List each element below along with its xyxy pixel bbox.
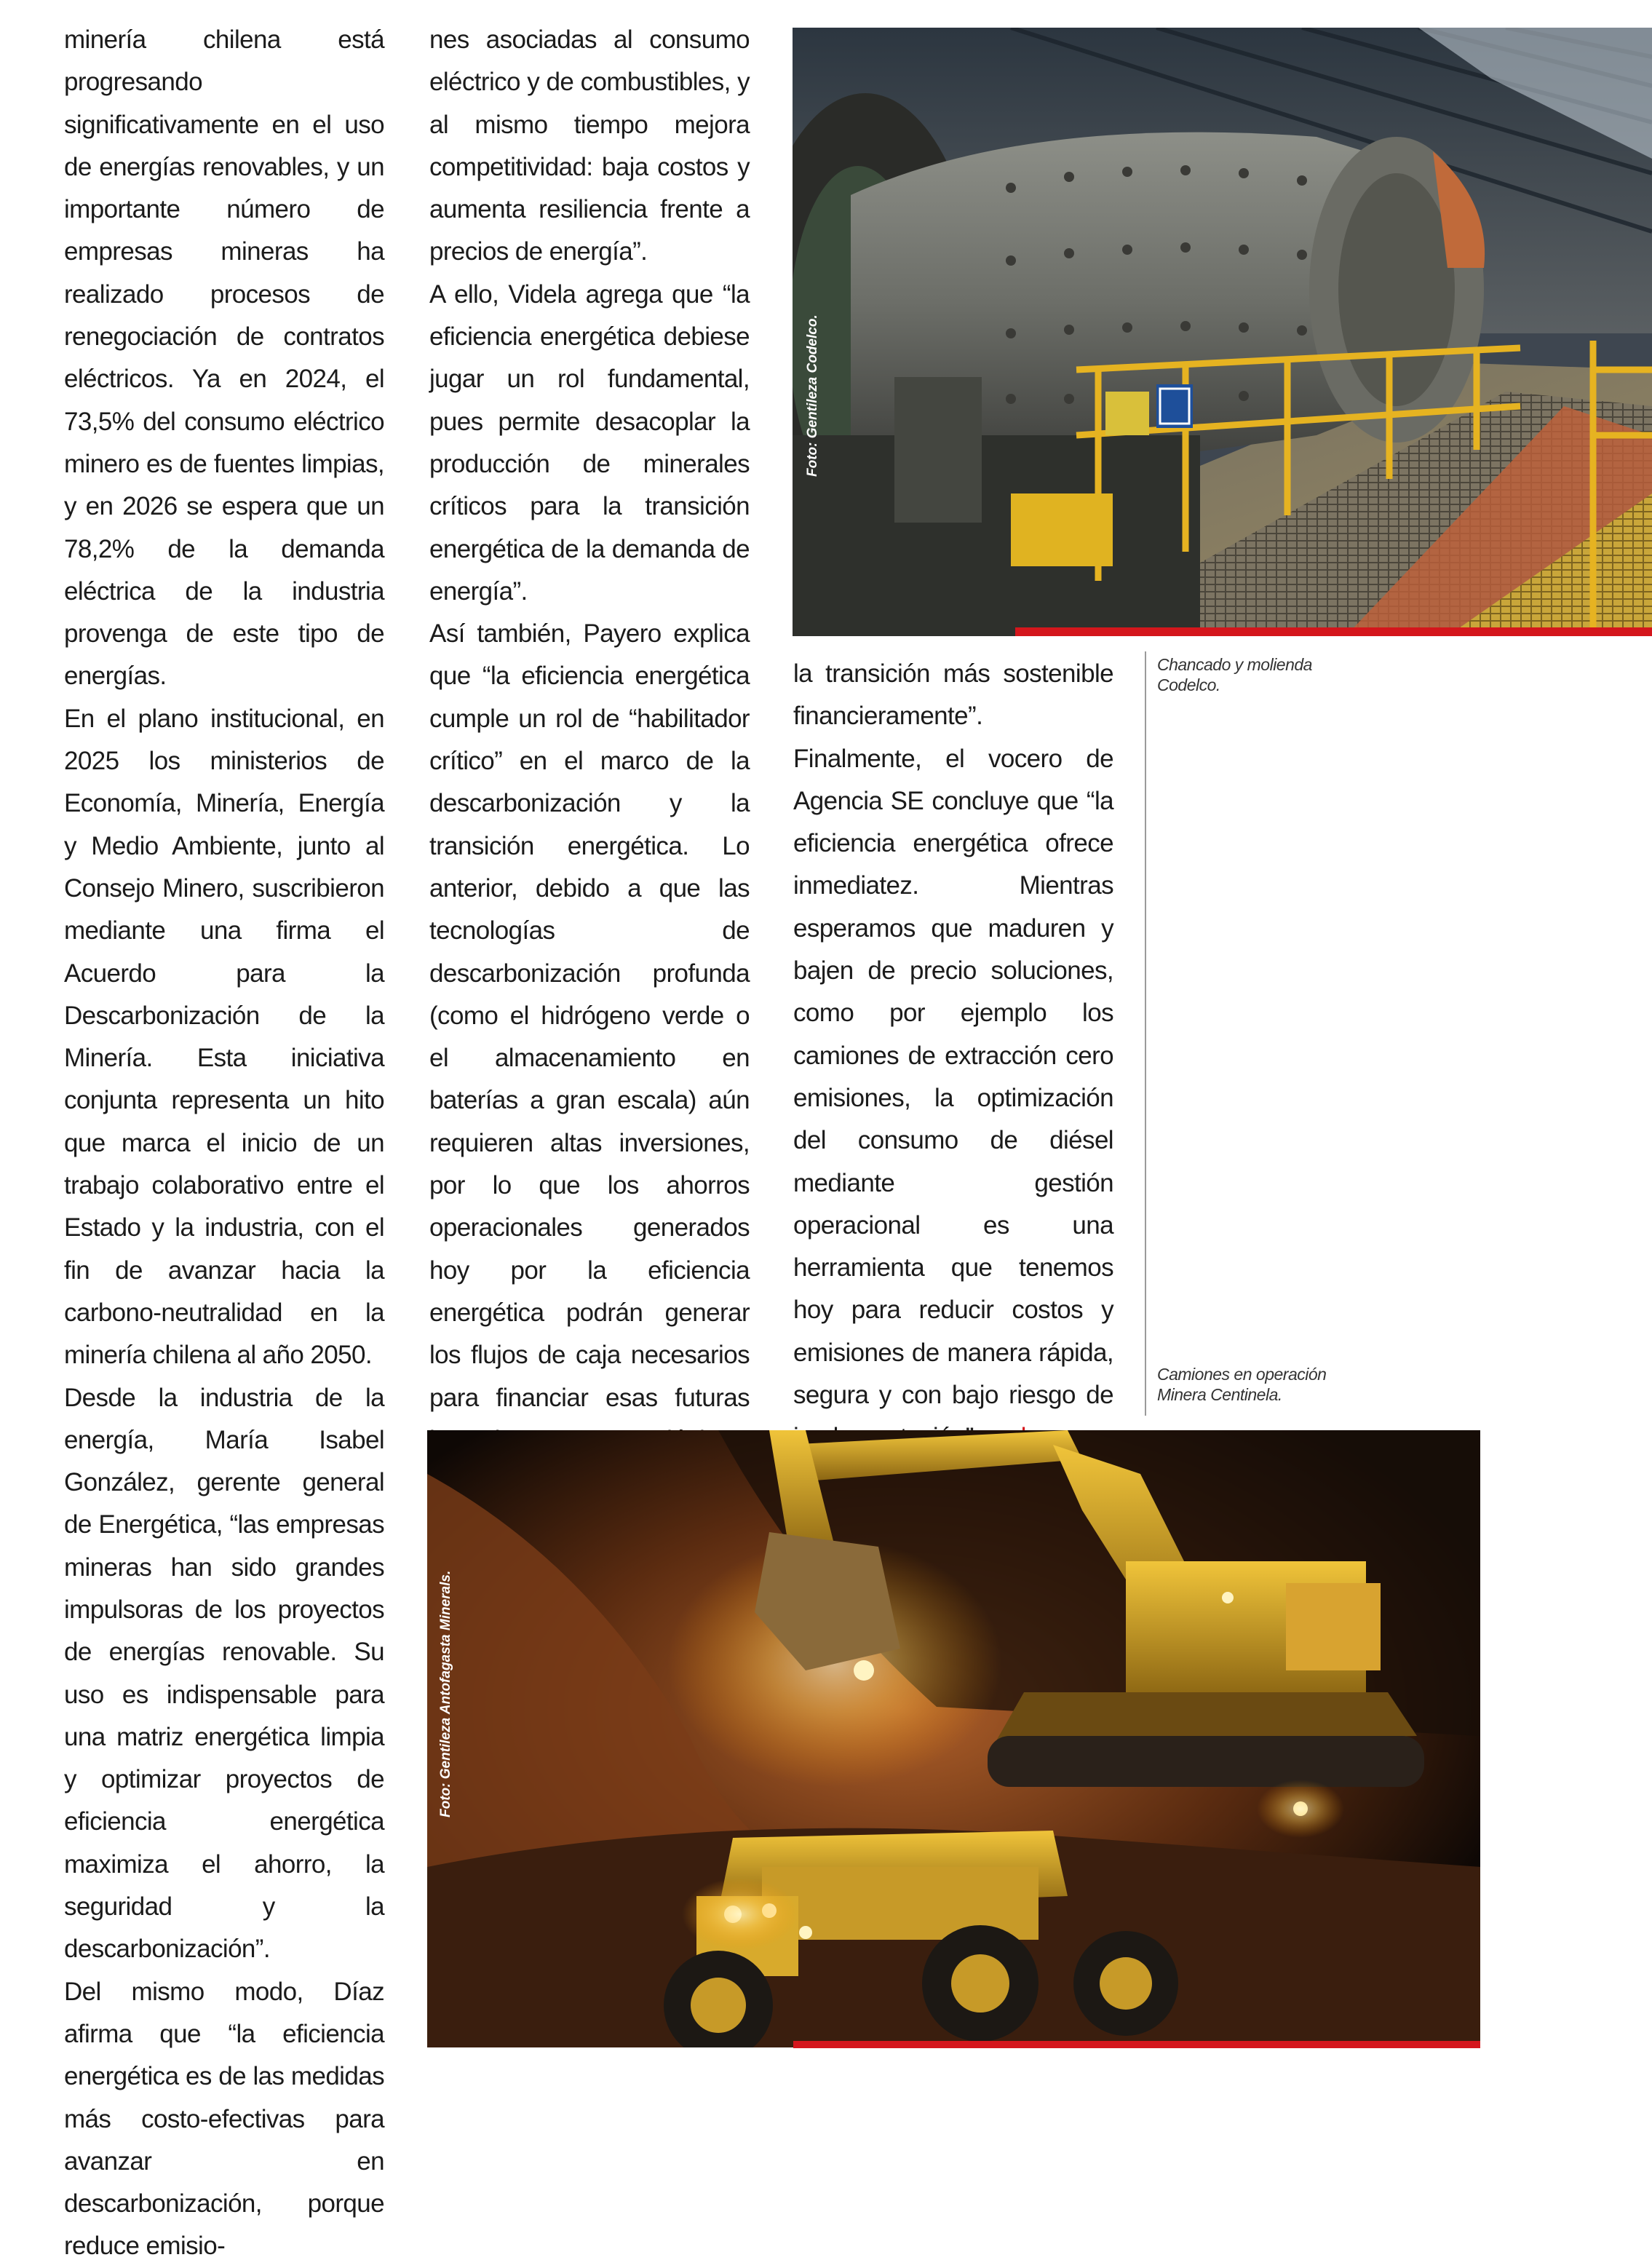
paragraph: A ello, Videla agrega que “la eficiencia energética debiese jugar un rol fundamental, pues permite desacoplar la producción de minerales críticos para la transición energética de la demanda de energía”. xyxy=(429,279,750,606)
paragraph: Así también, Payero explica que “la eficiencia energética cumple un rol de “habilitador crítico” en el marco de la descarbonización y la transición energética. Lo anterior, debido a que las tecnologías de descarbonización profunda (como el hidrógeno verde o el almacenamiento en baterías a gran escala) aún requieren altas inversiones, por lo que los ahorros operacionales generados hoy por la eficiencia energética podrán generar los flujos de caja necesarios para financiar esas futuras xyxy=(429,619,750,1412)
mill-illustration xyxy=(793,28,1652,636)
accent-bar xyxy=(793,2041,1480,2048)
paragraph-text: Finalmente, el vocero de Agencia SE concluye que “la eficiencia energética ofrece inmediatez. Mientras esperamos que maduren y bajen de precio soluciones, como por ejemplo los camiones de extracción cero emisiones, la optimización del consumo de diésel mediante gestión operacional es una herramienta que tenemos hoy para reducir costos y emisiones de manera rápida, segura y con bajo riesgo de xyxy=(793,744,1113,1410)
photo-caption: Camiones en operación Minera Centinela. xyxy=(1157,1365,1327,1404)
paragraph: la transición más sostenible financieramente”. xyxy=(793,659,1113,731)
paragraph: Desde la industria de la energía, María Isabel González, gerente general de Energética, “las empresas mineras han sido grandes impulsoras de los proyectos de energías renovable. Su uso es indispensable para una matriz energética limpia y optimizar proyectos de eficiencia energética maximiza el ahorro, la seguridad y la descarbonización”. xyxy=(64,1383,384,1964)
photo-excavator-truck xyxy=(427,1430,1480,2047)
paragraph: En el plano institucional, en 2025 los ministerios de Economía, Minería, Energía y Medio Ambiente, junto al Consejo Minero, suscribieron mediante una firma el Acuerdo para la Descarbonización de la Minería. Esta iniciativa conjunta representa un hito que marca el inicio de un trabajo colaborativo entre el Estado y la industria, con el fin de avanzar hacia la carbono-neutralidad en la minería chilena al año 2050. xyxy=(64,704,384,1370)
paragraph xyxy=(793,738,1113,1459)
article-column-3 xyxy=(793,653,1113,1459)
paragraph: nes asociadas al consumo eléctrico y de combustibles, y al mismo tiempo mejora competitividad: baja costos y aumenta resiliencia frente a precios de energía”. xyxy=(429,25,750,266)
photo-credit: Foto: Gentileza Codelco. xyxy=(805,314,820,477)
article-column-2 xyxy=(429,19,750,1504)
accent-bar xyxy=(1015,627,1652,636)
paragraph: Del mismo modo, Díaz afirma que “la eficiencia energética es de las medidas más costo-efectivas para avanzar en descarbonización, porque reduce emisio- xyxy=(64,1977,384,2261)
paragraph: minería chilena está progresando significativamente en el uso de energías renovables, y un importante número de empresas mineras ha realizado procesos de renegociación de contratos eléctricos. Ya en 2024, el 73,5% del consumo eléctrico minero es de fuentes limpias, y en 2026 se espera que un 78,2% de la demanda eléctrica de la industria provenga de este tipo de energías. xyxy=(64,25,384,691)
photo-grinding-mill xyxy=(793,28,1652,636)
excavator-illustration xyxy=(427,1430,1480,2047)
caption-divider xyxy=(1145,651,1146,1416)
photo-caption: Chancado y molienda Codelco. xyxy=(1157,655,1312,694)
article-column-1 xyxy=(64,19,384,2268)
photo-credit: Foto: Gentileza Antofagasta Minerals. xyxy=(438,1570,453,1817)
